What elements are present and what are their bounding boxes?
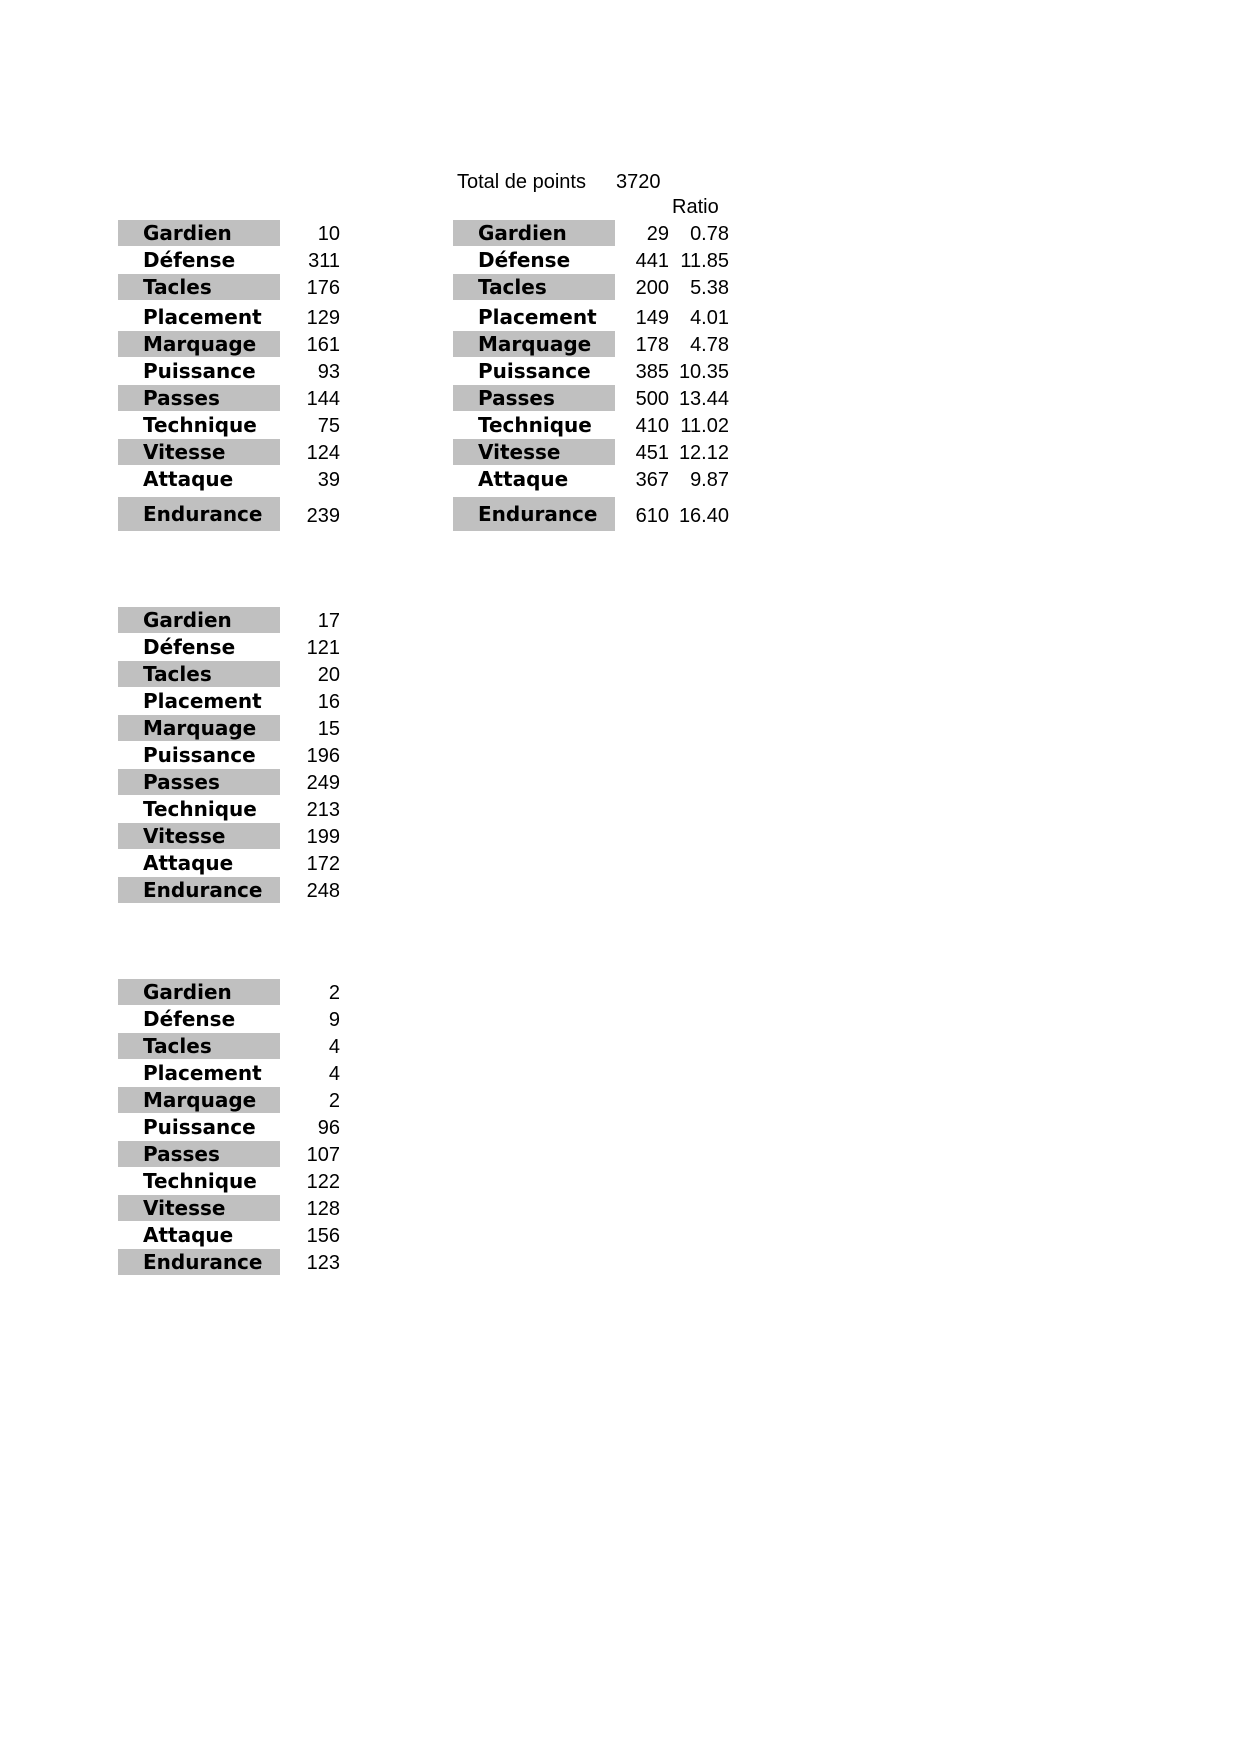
row-value: 15: [317, 718, 340, 740]
row-value: 144: [306, 388, 340, 410]
row-value: 239: [306, 505, 340, 527]
row-label: Gardien: [118, 607, 280, 633]
row-value: 4: [328, 1063, 340, 1085]
row-value: 17: [317, 610, 340, 632]
row-value: 441: [635, 250, 669, 272]
row-value: 122: [306, 1171, 340, 1193]
row-value: 93: [317, 361, 340, 383]
row-value: 10: [317, 223, 340, 245]
row-label: Endurance: [453, 497, 615, 531]
row-value: 9: [328, 1009, 340, 1031]
row-value: 213: [306, 799, 340, 821]
row-value: 172: [306, 853, 340, 875]
row-label: Endurance: [118, 1249, 280, 1275]
row-label: Technique: [478, 413, 592, 437]
row-value: 178: [635, 334, 669, 356]
row-label: Puissance: [478, 359, 591, 383]
row-ratio: 16.40: [678, 505, 729, 527]
row-value: 410: [635, 415, 669, 437]
row-value: 75: [317, 415, 340, 437]
row-ratio: 4.01: [690, 307, 729, 329]
row-value: 20: [317, 664, 340, 686]
row-label: Défense: [143, 635, 236, 659]
row-label: Passes: [118, 769, 280, 795]
row-value: 451: [635, 442, 669, 464]
row-label: Tacles: [453, 274, 615, 300]
row-value: 2: [328, 982, 340, 1004]
row-ratio: 0.78: [690, 223, 729, 245]
row-label: Vitesse: [118, 1195, 280, 1221]
total-points-value: 3720: [616, 171, 661, 193]
row-label: Marquage: [118, 1087, 280, 1113]
row-label: Attaque: [143, 851, 234, 875]
row-label: Passes: [118, 385, 280, 411]
total-points-label: Total de points: [457, 171, 586, 193]
row-value: 176: [306, 277, 340, 299]
row-value: 124: [306, 442, 340, 464]
row-label: Vitesse: [118, 439, 280, 465]
row-label: Placement: [143, 689, 262, 713]
row-label: Technique: [143, 413, 257, 437]
row-label: Tacles: [118, 274, 280, 300]
row-value: 107: [306, 1144, 340, 1166]
row-value: 200: [635, 277, 669, 299]
row-ratio: 12.12: [678, 442, 729, 464]
row-value: 123: [306, 1252, 340, 1274]
row-value: 196: [306, 745, 340, 767]
ratio-header: Ratio: [672, 196, 719, 218]
row-value: 2: [328, 1090, 340, 1112]
row-label: Puissance: [143, 743, 256, 767]
row-label: Puissance: [143, 1115, 256, 1139]
row-value: 39: [317, 469, 340, 491]
row-value: 249: [306, 772, 340, 794]
row-value: 128: [306, 1198, 340, 1220]
row-label: Endurance: [118, 877, 280, 903]
row-label: Défense: [478, 248, 571, 272]
row-label: Tacles: [118, 661, 280, 687]
row-ratio: 10.35: [678, 361, 729, 383]
row-label: Gardien: [118, 220, 280, 246]
row-label: Placement: [478, 305, 597, 329]
row-label: Endurance: [118, 497, 280, 531]
row-value: 4: [328, 1036, 340, 1058]
row-label: Technique: [143, 1169, 257, 1193]
row-value: 149: [635, 307, 669, 329]
row-value: 385: [635, 361, 669, 383]
row-ratio: 5.38: [690, 277, 729, 299]
row-value: 367: [635, 469, 669, 491]
row-value: 121: [306, 637, 340, 659]
row-label: Marquage: [118, 331, 280, 357]
row-label: Gardien: [453, 220, 615, 246]
row-value: 610: [635, 505, 669, 527]
row-label: Puissance: [143, 359, 256, 383]
row-label: Placement: [143, 1061, 262, 1085]
row-label: Défense: [143, 1007, 236, 1031]
row-value: 161: [306, 334, 340, 356]
row-label: Attaque: [143, 1223, 234, 1247]
row-label: Vitesse: [118, 823, 280, 849]
row-value: 16: [317, 691, 340, 713]
row-label: Marquage: [453, 331, 615, 357]
row-value: 29: [646, 223, 669, 245]
row-value: 500: [635, 388, 669, 410]
row-label: Attaque: [478, 467, 569, 491]
row-label: Marquage: [118, 715, 280, 741]
row-label: Placement: [143, 305, 262, 329]
row-value: 156: [306, 1225, 340, 1247]
row-value: 129: [306, 307, 340, 329]
row-ratio: 13.44: [678, 388, 729, 410]
row-label: Vitesse: [453, 439, 615, 465]
row-label: Passes: [453, 385, 615, 411]
row-value: 311: [308, 250, 340, 272]
row-label: Attaque: [143, 467, 234, 491]
row-value: 248: [306, 880, 340, 902]
row-label: Technique: [143, 797, 257, 821]
row-label: Tacles: [118, 1033, 280, 1059]
row-ratio: 4.78: [690, 334, 729, 356]
row-ratio: 11.85: [680, 250, 729, 272]
row-value: 199: [306, 826, 340, 848]
row-label: Défense: [143, 248, 236, 272]
row-ratio: 9.87: [690, 469, 729, 491]
row-ratio: 11.02: [680, 415, 729, 437]
row-value: 96: [317, 1117, 340, 1139]
row-label: Gardien: [118, 979, 280, 1005]
row-label: Passes: [118, 1141, 280, 1167]
